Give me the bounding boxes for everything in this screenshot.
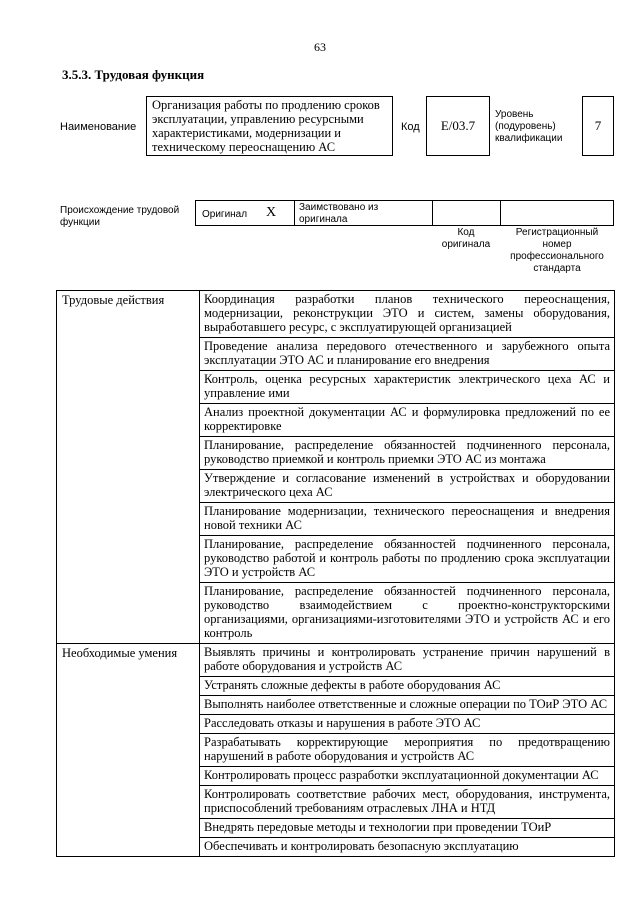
table-cell: Выявлять причины и контролировать устранение причин нарушений в работе оборудования и устройств АС [200,644,615,677]
section-title: Трудовые действия [57,291,200,644]
table-cell: Контроль, оценка ресурсных характеристик электрического цеха АС и управление ими [200,371,615,404]
registration-caption-line: профессионального [510,251,604,262]
table-cell: Координация разработки планов технического переоснащения, модернизации, реконструкции ЭТО и систем, замены оборудования, выработавшего ресурс, с эксплуатирующей организацией [200,291,615,338]
code-caption [432,227,500,251]
origin-label [60,205,179,229]
original-mark: X [266,205,277,220]
table-row [57,644,615,677]
code-caption-line: оригинала [441,239,491,250]
borrowed-cell [295,201,433,225]
registration-cell [501,201,613,225]
level-value: 7 [582,96,614,156]
function-name-line: Организация работы по продлению сроков [152,98,380,112]
code-value: E/03.7 [426,96,490,156]
table-cell: Планирование, распределение обязанностей подчиненного персонала, руководство работой и контроль работы по продлению срока эксплуатации ЭТО и устройств АС [200,536,615,583]
table-cell: Внедрять передовые методы и технологии при проведении ТОиР [200,819,615,838]
level-label [495,109,562,145]
code-caption-line: Код [457,227,475,238]
function-name-box [146,96,393,156]
registration-caption [500,227,614,275]
table-cell: Разрабатывать корректирующие мероприятия по предотвращению нарушений в работе оборудования и устройств АС [200,734,615,767]
origin-label-line: функции [60,217,100,228]
level-label-line: (подуровень) [495,121,556,132]
section-heading: 3.5.3. Трудовая функция [62,67,205,82]
table-cell: Расследовать отказы и нарушения в работе ЭТО АС [200,715,615,734]
level-label-line: квалификации [495,133,563,144]
origin-code-cell [433,201,501,225]
level-label-line: Уровень [495,109,534,120]
table-cell: Устранять сложные дефекты в работе оборудования АС [200,677,615,696]
table-cell: Утверждение и согласование изменений в устройствах и оборудовании электрического цеха АС [200,470,615,503]
function-details-table [56,290,615,857]
function-name-line: техническому переоснащению АС [152,140,336,154]
original-cell [196,201,295,225]
borrowed-line: оригинала [299,214,348,225]
table-cell: Планирование, распределение обязанностей подчиненного персонала, руководство взаимодействием с проектно-конструкторскими организациями, организациями-изготовителями ЭТО и устройств АС и его контроль [200,583,615,644]
borrowed-line: Заимствовано из [299,202,379,213]
table-cell: Планирование модернизации, технического переоснащения и внедрения новой техники АС [200,503,615,536]
page-bottom-fade [0,880,640,905]
registration-caption-line: стандарта [533,263,581,274]
registration-caption-line: номер [542,239,572,250]
function-name-line: эксплуатации, управлению ресурсными [152,112,364,126]
section-title: Необходимые умения [57,644,200,857]
original-label: Оригинал [202,209,248,220]
table-cell: Выполнять наиболее ответственные и сложные операции по ТОиР ЭТО АС [200,696,615,715]
origin-table [195,200,614,226]
function-name-line: характеристиками, модернизации и [152,126,341,140]
code-label: Код [401,121,420,133]
table-cell: Обеспечивать и контролировать безопасную эксплуатацию [200,838,615,857]
origin-label-line: Происхождение трудовой [60,205,180,216]
name-label: Наименование [60,121,137,133]
table-cell: Планирование, распределение обязанностей подчиненного персонала, руководство приемкой и контроль приемки ЭТО АС из монтажа [200,437,615,470]
table-cell: Анализ проектной документации АС и формулировка предложений по ее корректировке [200,404,615,437]
table-cell: Проведение анализа передового отечественного и зарубежного опыта эксплуатации ЭТО АС и планирование его внедрения [200,338,615,371]
table-cell: Контролировать соответствие рабочих мест, оборудования, инструмента, приспособлений требованиям отраслевых ЛНА и НТД [200,786,615,819]
table-cell: Контролировать процесс разработки эксплуатационной документации АС [200,767,615,786]
registration-caption-line: Регистрационный [515,227,599,238]
table-row [57,291,615,338]
page-number: 63 [314,40,326,54]
